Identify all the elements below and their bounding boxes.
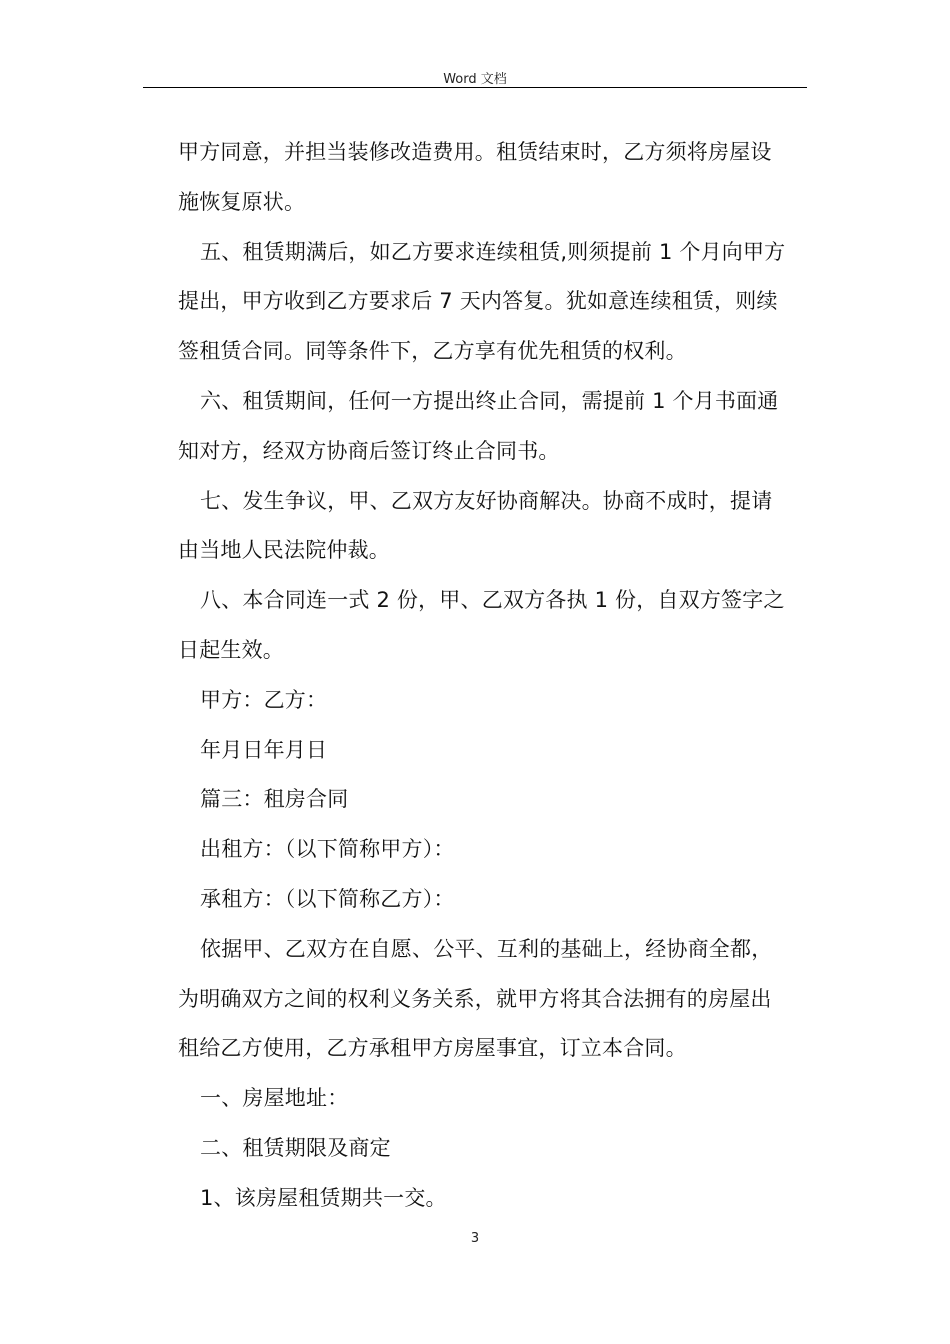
text-line: 知对方，经双方协商后签订终止合同书。 xyxy=(178,438,560,463)
header-divider xyxy=(143,87,807,88)
section-title: 篇三：租房合同 xyxy=(200,787,349,812)
text-line: 承租方：（以下简称乙方）： xyxy=(200,886,455,911)
text-line: 提出，甲方收到乙方要求后 7 天内答复。犹如意连续租赁，则续 xyxy=(178,289,778,314)
text-line: 八、本合同连一式 2 份，甲、乙双方各执 1 份，自双方签字之 xyxy=(200,588,785,613)
text-line: 日起生效。 xyxy=(178,637,284,662)
text-line: 出租方：（以下简称甲方）： xyxy=(200,837,455,862)
document-body xyxy=(178,128,808,1224)
text-line: 签租赁合同。同等条件下，乙方享有优先租赁的权利。 xyxy=(178,339,687,364)
page-header: Word 文档 xyxy=(443,72,507,87)
text-line: 六、租赁期间，任何一方提出终止合同，需提前 1 个月书面通 xyxy=(200,388,779,413)
text-line: 依据甲、乙双方在自愿、公平、互利的基础上，经协商全都， xyxy=(200,936,773,961)
text-line: 1、该房屋租赁期共一交。 xyxy=(200,1185,447,1210)
text-line: 二、租赁期限及商定 xyxy=(200,1135,391,1160)
text-line: 甲方：乙方： xyxy=(200,687,328,712)
text-line: 年月日年月日 xyxy=(200,737,328,762)
text-line: 由当地人民法院仲裁。 xyxy=(178,538,390,563)
text-line: 七、发生争议，甲、乙双方友好协商解决。协商不成时，提请 xyxy=(200,488,773,513)
text-line: 为明确双方之间的权利义务关系，就甲方将其合法拥有的房屋出 xyxy=(178,986,772,1011)
text-line: 甲方同意，并担当装修改造费用。租赁结束时，乙方须将房屋设 xyxy=(178,140,772,164)
text-line: 施恢复原状。 xyxy=(178,189,306,214)
page-number: 3 xyxy=(470,1231,480,1246)
text-line: 租给乙方使用，乙方承租甲方房屋事宜，订立本合同。 xyxy=(178,1036,687,1061)
text-line: 一、房屋地址： xyxy=(200,1086,349,1111)
text-line: 五、租赁期满后，如乙方要求连续租赁,则须提前 1 个月向甲方 xyxy=(200,239,786,264)
